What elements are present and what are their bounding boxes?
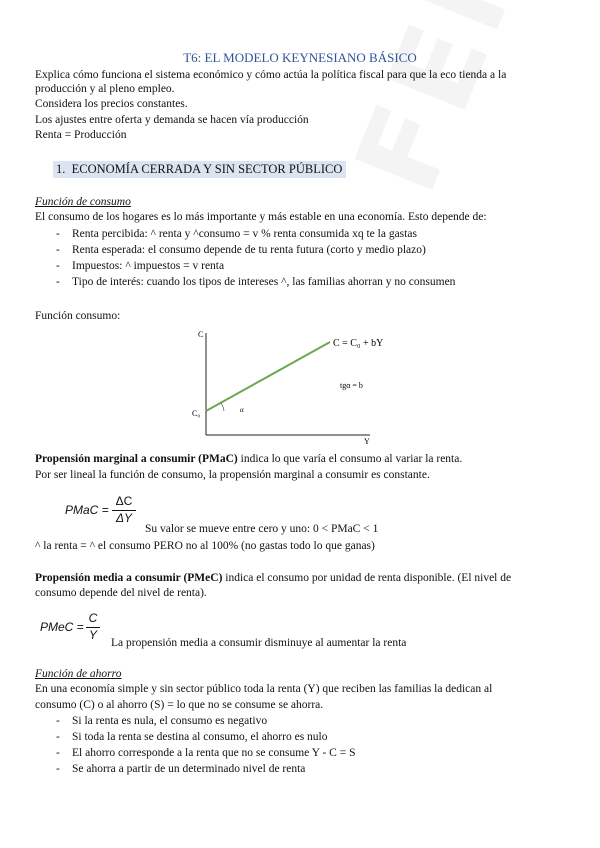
ahorro-bullet: - El ahorro corresponde a la renta que no se consume Y - C = S (56, 747, 356, 759)
intro-line-4: Los ajustes entre oferta y demanda se hacen vía producción (35, 114, 309, 126)
ahorro-bullet-text: Si toda la renta se destina al consumo, el ahorro es nulo (72, 731, 328, 743)
consumo-bullet-text: Tipo de interés: cuando los tipos de intereses ^, las familias ahorran y no consumen (72, 276, 456, 288)
pmec-line-2: consumo depende del nivel de renta). (35, 587, 207, 599)
y-axis-label: C (198, 330, 204, 339)
consumo-bullet-text: Impuestos: ^ impuestos = v renta (72, 260, 225, 272)
pmac-formula-den: ΔY (115, 511, 133, 525)
page-title: T6: EL MODELO KEYNESIANO BÁSICO (183, 50, 417, 65)
consumo-text: El consumo de los hogares es lo más importante y más estable en una economía. Esto depende de: (35, 211, 487, 223)
intro-line-1: Explica cómo funciona el sistema económico y cómo actúa la política fiscal para que la eco tienda a la (35, 69, 507, 81)
pmac-line-2: Por ser lineal la función de consumo, la propensión marginal a consumir es constante. (35, 469, 430, 481)
pmec-line-1 (35, 571, 511, 585)
ahorro-text-2: consumo (C) o al ahorro (S) = lo que no se consume se ahorra. (35, 699, 324, 711)
pmec-formula-den: Y (88, 628, 97, 642)
ahorro-bullet: - Si toda la renta se destina al consumo, el ahorro es nulo (56, 731, 328, 743)
section-heading (53, 161, 346, 178)
consumption-line (206, 342, 330, 411)
intro-line-5: Renta = Producción (35, 129, 127, 141)
pmac-formula-lhs: PMaC = (65, 503, 109, 517)
section-label: ECONOMÍA CERRADA Y SIN SECTOR PÚBLICO (71, 162, 343, 176)
ahorro-text-1: En una economía simple y sin sector público toda la renta (Y) que reciben las familias la dedican al (35, 683, 493, 695)
pmec-definition: indica el consumo por unidad de renta disponible. (El nivel de (222, 572, 512, 584)
pmac-range: Su valor se mueve entre cero y uno: 0 < PMaC < 1 (145, 523, 379, 535)
angle-label: α (240, 406, 244, 414)
intercept-label: C₀ (192, 409, 201, 418)
section-number: 1. (56, 162, 66, 176)
consumo-bullet: - Renta percibida: ^ renta y ^consumo = v % renta consumida xq te la gastas (56, 228, 417, 240)
x-axis-label: Y (364, 437, 370, 445)
ahorro-heading: Función de ahorro (35, 668, 122, 680)
ahorro-bullet: - Si la renta es nula, el consumo es negativo (56, 715, 268, 727)
pmec-formula-num: C (88, 611, 98, 625)
pmac-term: Propensión marginal a consumir (PMaC) (35, 453, 238, 465)
pmac-note: ^ la renta = ^ el consumo PERO no al 100% (no gastas todo lo que ganas) (35, 540, 375, 552)
ahorro-bullet: - Se ahorra a partir de un determinado nivel de renta (56, 763, 306, 775)
consumo-bullet: - Tipo de interés: cuando los tipos de intereses ^, las familias ahorran y no consumen (56, 276, 456, 288)
consumo-bullet-text: Renta percibida: ^ renta y ^consumo = v % renta consumida xq te la gastas (72, 228, 417, 240)
intro-line-2: producción y al pleno empleo. (35, 83, 175, 95)
consumo-bullet-text: Renta esperada: el consumo depende de tu renta futura (corto y medio plazo) (72, 244, 426, 256)
angle-arc (221, 403, 224, 411)
ahorro-bullet-text: El ahorro corresponde a la renta que no se consume Y - C = S (72, 747, 356, 759)
watermark (330, 0, 600, 210)
consumo-heading: Función de consumo (35, 196, 131, 208)
consumo-bullet: - Renta esperada: el consumo depende de tu renta futura (corto y medio plazo) (56, 244, 426, 256)
pmac-formula-num: ΔC (115, 494, 133, 508)
consumo-bullet: - Impuestos: ^ impuestos = v renta (56, 260, 225, 272)
line-equation-label: C = C₀ + bY (333, 338, 384, 349)
pmec-formula-lhs: PMeC = (40, 620, 84, 634)
graph-label: Función consumo: (35, 310, 121, 322)
ahorro-bullet-text: Si la renta es nula, el consumo es negativo (72, 715, 268, 727)
pmec-term: Propensión media a consumir (PMeC) (35, 572, 223, 584)
intro-line-3: Considera los precios constantes. (35, 98, 188, 110)
ahorro-bullet-text: Se ahorra a partir de un determinado nivel de renta (72, 763, 306, 775)
pmac-definition: indica lo que varía el consumo al variar la renta. (237, 453, 463, 465)
consumption-function-graph (190, 325, 410, 445)
pmec-note: La propensión media a consumir disminuye al aumentar la renta (111, 637, 407, 649)
pmac-line-1 (35, 452, 462, 466)
slope-label: tgα = b (340, 381, 363, 390)
